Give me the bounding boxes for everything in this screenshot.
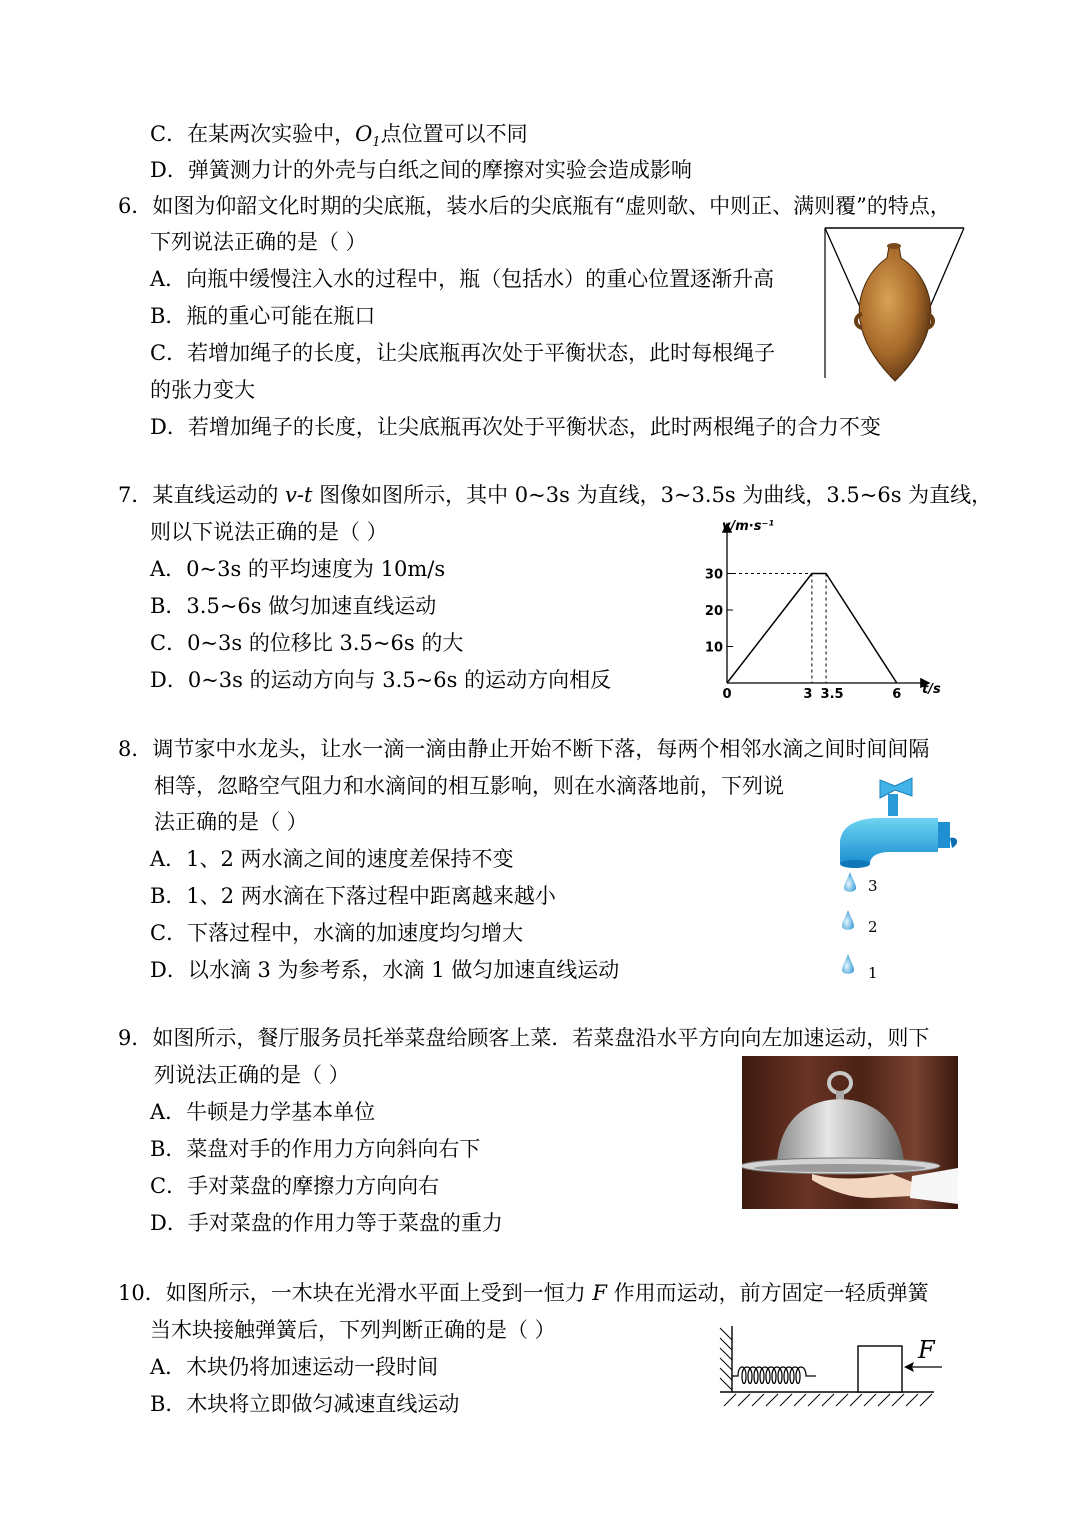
q6-option-b: B．瓶的重心可能在瓶口 xyxy=(150,304,376,328)
q8-option-b: B．1、2 两水滴在下落过程中距离越来越小 xyxy=(150,884,556,908)
q9-stem-line1: 9．如图所示，餐厅服务员托举菜盘给顾客上菜．若菜盘沿水平方向向左加速运动，则下 xyxy=(118,1026,930,1050)
x-tick-label-3: 3 xyxy=(803,687,813,700)
q10-stem-line1: 10．如图所示，一木块在光滑水平面上受到一恒力 F 作用而运动，前方固定一轻质弹簧 xyxy=(118,1281,929,1305)
q5-option-d: D．弹簧测力计的外壳与白纸之间的摩擦对实验会造成影响 xyxy=(150,158,692,182)
force-label: F xyxy=(918,1336,935,1364)
q7-option-a: A．0~3s 的平均速度为 10m/s xyxy=(150,557,446,581)
x-tick-label-0: 0 xyxy=(722,687,732,700)
q8-stem-line3: 法正确的是（ ） xyxy=(154,810,308,834)
q6-option-a: A．向瓶中缓慢注入水的过程中，瓶（包括水）的重心位置逐渐升高 xyxy=(150,267,775,291)
drop-label-3: 3 xyxy=(868,877,878,895)
q7-stem-line1: 7．某直线运动的 v-t 图像如图所示，其中 0~3s 为直线，3~3.5s 为曲线，3.5~6s 为直线， xyxy=(118,483,993,507)
q9-stem-line2: 列说法正确的是（ ） xyxy=(154,1063,350,1087)
q7-stem-line2: 则以下说法正确的是（ ） xyxy=(150,520,388,544)
q6-option-c-line2: 的张力变大 xyxy=(150,378,255,402)
q5-option-c: C．在某两次实验中，$O_1$点位置可以不同 xyxy=(150,122,528,151)
water-drop-2-icon xyxy=(842,910,854,930)
q6-option-d: D．若增加绳子的长度，让尖底瓶再次处于平衡状态，此时两根绳子的合力不变 xyxy=(150,415,881,439)
q10-stem-line2: 当木块接触弹簧后，下列判断正确的是（ ） xyxy=(150,1318,556,1342)
water-drop-1-icon xyxy=(842,954,854,974)
q7-option-c: C．0~3s 的位移比 3.5~6s 的大 xyxy=(150,631,464,655)
x-axis-label: t/s xyxy=(922,682,941,697)
q9-option-d: D．手对菜盘的作用力等于菜盘的重力 xyxy=(150,1211,503,1235)
q6-stem-line1: 6．如图为仰韶文化时期的尖底瓶，装水后的尖底瓶有“虚则欹、中则正、满则覆”的特点， xyxy=(118,194,951,218)
y-tick-label-10: 10 xyxy=(704,640,723,656)
q9-option-a: A．牛顿是力学基本单位 xyxy=(150,1100,376,1124)
spring-block-figure xyxy=(712,1320,942,1415)
x-tick-label-6: 6 xyxy=(892,687,902,700)
y-axis-label: v/m·s⁻¹ xyxy=(722,519,774,534)
q9-option-b: B．菜盘对手的作用力方向斜向右下 xyxy=(150,1137,481,1161)
waiter-tray-photo xyxy=(742,1056,958,1209)
q7-option-b: B．3.5~6s 做匀加速直线运动 xyxy=(150,594,437,618)
drop-label-1: 1 xyxy=(868,964,878,982)
q6-option-c-line1: C．若增加绳子的长度，让尖底瓶再次处于平衡状态，此时每根绳子 xyxy=(150,341,776,365)
faucet-icon xyxy=(840,778,957,868)
vt-graph xyxy=(700,510,950,700)
q8-stem-line1: 8．调节家中水龙头，让水一滴一滴由静止开始不断下落，每两个相邻水滴之间时间间隔 xyxy=(118,737,930,761)
faucet-figure xyxy=(830,772,965,987)
drop-label-2: 2 xyxy=(868,918,878,936)
pointed-bottom-bottle-figure xyxy=(822,226,967,384)
x-tick-label-3.5: 3.5 xyxy=(820,687,844,700)
q8-option-c: C．下落过程中，水滴的加速度均匀增大 xyxy=(150,921,524,945)
q8-stem-line2: 相等，忽略空气阻力和水滴间的相互影响，则在水滴落地前，下列说 xyxy=(154,774,784,798)
y-tick-label-30: 30 xyxy=(704,567,723,583)
q8-option-a: A．1、2 两水滴之间的速度差保持不变 xyxy=(150,847,514,871)
q6-stem-line2: 下列说法正确的是（ ） xyxy=(150,230,367,254)
y-tick-label-20: 20 xyxy=(704,604,723,619)
water-drop-3-icon xyxy=(844,872,856,892)
q8-option-d: D．以水滴 3 为参考系，水滴 1 做匀加速直线运动 xyxy=(150,958,620,982)
q10-option-a: A．木块仍将加速运动一段时间 xyxy=(150,1355,439,1379)
spring xyxy=(732,1367,816,1384)
q9-option-c: C．手对菜盘的摩擦力方向向右 xyxy=(150,1174,440,1198)
wooden-block xyxy=(858,1346,902,1392)
q10-option-b: B．木块将立即做匀减速直线运动 xyxy=(150,1392,460,1416)
q7-option-d: D．0~3s 的运动方向与 3.5~6s 的运动方向相反 xyxy=(150,668,612,692)
